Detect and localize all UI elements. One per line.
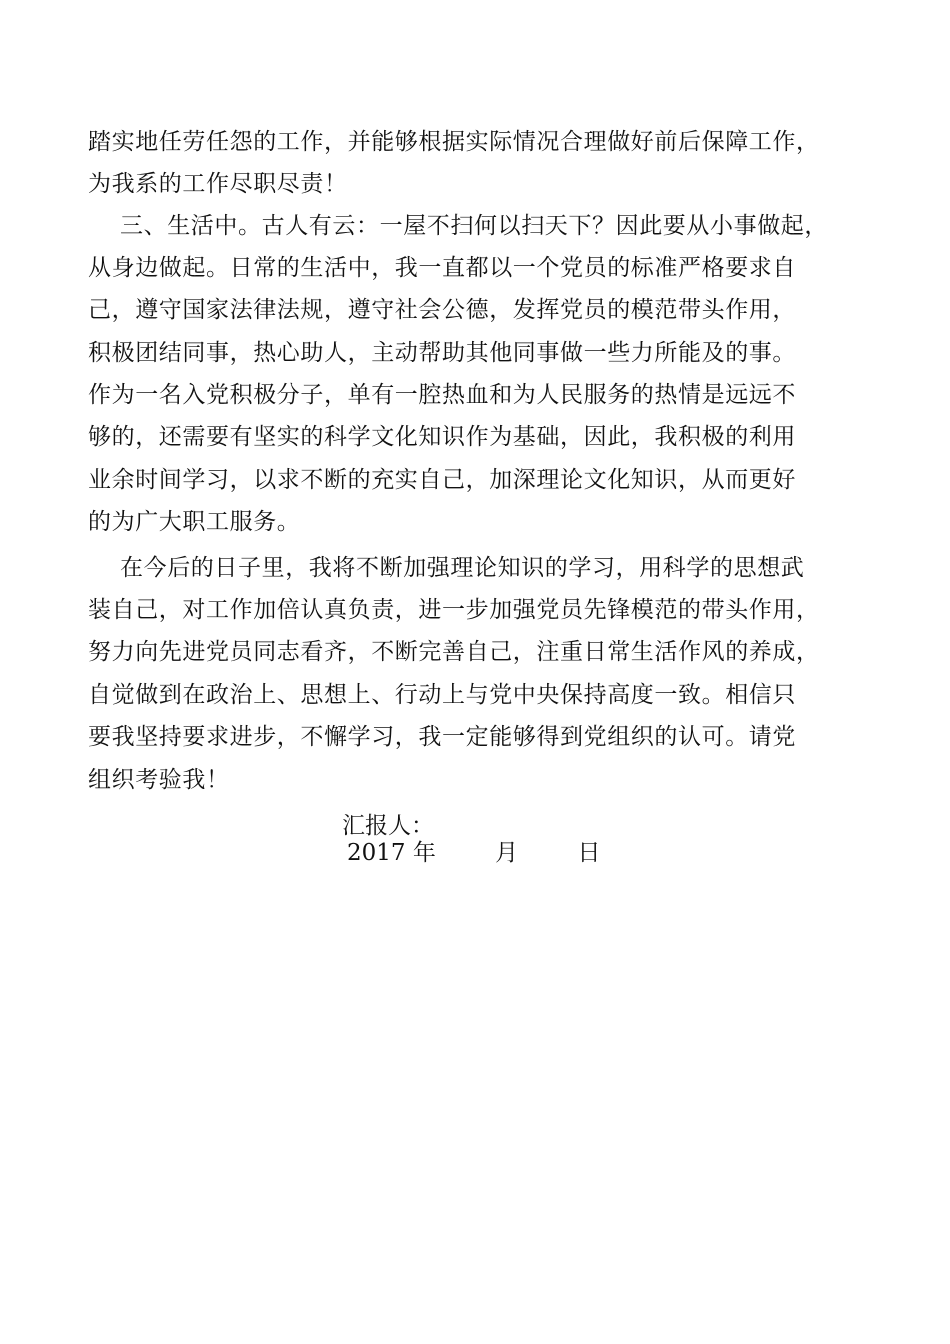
reporter-label: 汇报人： (342, 813, 434, 839)
paragraph-line: 努力向先进党员同志看齐，不断完善自己，注重日常生活作风的养成， (88, 639, 820, 665)
paragraph-line: 踏实地任劳任怨的工作，并能够根据实际情况合理做好前后保障工作， (88, 129, 820, 155)
paragraph-line: 在今后的日子里，我将不断加强理论知识的学习，用科学的思想武 (120, 555, 805, 581)
paragraph-line: 为我系的工作尽职尽责！ (88, 171, 348, 197)
paragraph-line: 要我坚持要求进步，不懈学习，我一定能够得到党组织的认可。请党 (88, 724, 796, 750)
signature-date (347, 838, 600, 868)
paragraph-line: 自觉做到在政治上、思想上、行动上与党中央保持高度一致。相信只 (88, 682, 796, 708)
paragraph-line: 装自己，对工作加倍认真负责，进一步加强党员先锋模范的带头作用， (88, 597, 820, 623)
date-day: 日 (577, 840, 601, 866)
date-year: 2017 年 (347, 840, 436, 866)
paragraph-line: 从身边做起。日常的生活中，我一直都以一个党员的标准严格要求自 (88, 255, 796, 281)
paragraph-line: 业余时间学习，以求不断的充实自己，加深理论文化知识，从而更好 (88, 467, 796, 493)
paragraph-line: 积极团结同事，热心助人，主动帮助其他同事做一些力所能及的事。 (88, 340, 796, 366)
date-month: 月 (495, 840, 519, 866)
paragraph-line: 的为广大职工服务。 (88, 509, 301, 535)
paragraph-line: 组织考验我！ (88, 767, 230, 793)
paragraph-line: 够的，还需要有坚实的科学文化知识作为基础，因此，我积极的利用 (88, 424, 796, 450)
paragraph-line: 作为一名入党积极分子，单有一腔热血和为人民服务的热情是远远不 (88, 382, 796, 408)
paragraph-line: 三、生活中。古人有云：一屋不扫何以扫天下？因此要从小事做起， (120, 213, 828, 239)
paragraph-line: 己，遵守国家法律法规，遵守社会公德，发挥党员的模范带头作用， (88, 297, 796, 323)
